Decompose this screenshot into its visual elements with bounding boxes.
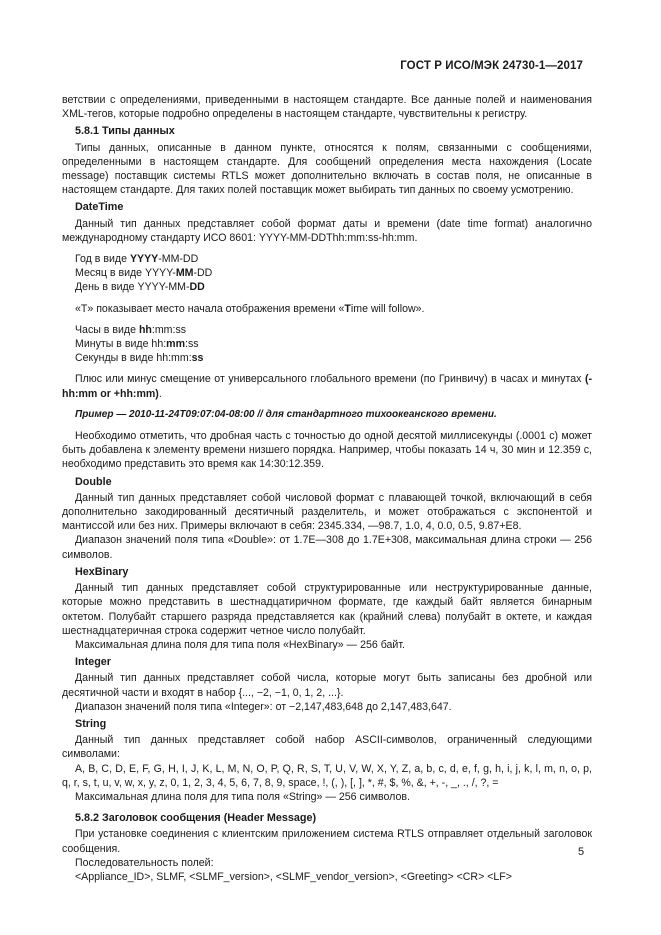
datetime-paragraph: Данный тип данных представляет собой формат даты и времени (date time format) аналогично международному стандарту ИСО 8601: YYYY-MM-DDThh:mm:ss-hh:mm. [62, 217, 592, 244]
string-paragraph: Данный тип данных представляет собой набор ASCII-символов, ограниченный следующими символами: [62, 734, 592, 761]
datetime-example: Пример — 2010-11-24T09:07:04-08:00 // для стандартного тихоокеанского времени. [75, 408, 497, 420]
string-heading: String [75, 717, 107, 730]
page-body [62, 93, 592, 884]
integer-range: Диапазон значений поля типа «Integer»: от −2,147,483,648 до 2,147,483,647. [75, 700, 452, 713]
intro-paragraph: ветствии с определениями, приведенными в настоящем стандарте. Все данные полей и наименования XML-тегов, которые подробно определены в настоящем стандарте, чувствительны к регистру. [62, 94, 592, 121]
double-paragraph: Данный тип данных представляет собой числовой формат с плавающей точкой, включающий в себя дополнительно закодированный десятичный разделитель, и может отображаться с экспонентой и мантиссой или без них. Примеры включают в себя: 2345.334, —98.7, 1.0, 4, 0.0, 0.5, 9.87+E8. [62, 491, 592, 533]
integer-paragraph: Данный тип данных представляет собой числа, которые могут быть записаны без дробной или десятичной части и входят в набор {..., −2, −1, 0, 1, 2, ...}. [62, 672, 592, 699]
header-message-paragraph: При установке соединения с клиентским приложением система RTLS отправляет отдельный заголовок сообщения. [62, 828, 592, 855]
year-format-line: Год в виде YYYY-MM-DD [75, 253, 199, 266]
document-id-header: ГОСТ Р ИСО/МЭК 24730-1—2017 [400, 60, 583, 72]
time-marker-note: «T» показывает место начала отображения времени «Time will follow». [75, 302, 425, 315]
month-format-line: Месяц в виде YYYY-MM-DD [75, 267, 213, 280]
hexbinary-paragraph: Данный тип данных представляет собой структурированные или неструктурированные данные, которые можно представить в шестнадцатиричном формате, где каждый байт является бинарным октетом. Полубайт старшего разряда представляется как (крайний слева) полубайт в октете, и каждая шестнадцатеричная строка содержит четное число полубайт. [62, 582, 592, 637]
hexbinary-heading: HexBinary [75, 565, 129, 578]
string-characters: A, B, C, D, E, F, G, H, I, J, K, L, M, N, O, P, Q, R, S, T, U, V, W, X, Y, Z, a, b, c, d, e, f, g, h, i, j, k, l, m, n, o, p, q, r, s, t, u, v, w, x, y, z, 0, 1, 2, 3, 4, 5, 6, 7, 8, 9, space, !, (, ), [, ], *, #, $, %, &, +, -, _, ., /, ?, = [62, 762, 592, 789]
integer-heading: Integer [75, 656, 111, 669]
string-maxlen: Максимальная длина поля для типа поля «String» — 256 символов. [75, 790, 410, 803]
field-sequence-label: Последовательность полей: [75, 856, 214, 869]
page-number: 5 [578, 846, 585, 858]
utc-offset-paragraph: Плюс или минус смещение от универсального глобального времени (по Гринвичу) в часах и минутах (-hh:mm or +hh:mm). [62, 373, 592, 400]
minutes-format-line: Минуты в виде hh:mm:ss [75, 338, 199, 351]
section-heading-5-8-2: 5.8.2 Заголовок сообщения (Header Message) [75, 812, 317, 825]
field-sequence: <Appliance_ID>, SLMF, <SLMF_version>, <SLMF_vendor_version>, <Greeting> <CR> <LF> [75, 870, 512, 883]
seconds-format-line: Секунды в виде hh:mm:ss [75, 352, 204, 365]
data-types-paragraph: Типы данных, описанные в данном пункте, относятся к полям, связанными с сообщениями, определенными в настоящем стандарте. Для сообщений определения места нахождения (Locate message) поставщик системы RTLS может дополнительно включать в состав поля, не описанные в настоящем стандарте. Для таких полей поставщик может выбирать тип данных по своему усмотрению. [62, 141, 592, 197]
double-range: Диапазон значений поля типа «Double»: от 1.7E—308 до 1.7E+308, максимальная длина строки — 256 символов. [62, 534, 592, 561]
datetime-heading: DateTime [75, 201, 124, 214]
double-heading: Double [75, 475, 112, 488]
hours-format-line: Часы в виде hh:mm:ss [75, 323, 187, 336]
section-heading-5-8-1: 5.8.1 Типы данных [75, 125, 175, 138]
day-format-line: День в виде YYYY-MM-DD [75, 281, 205, 294]
hexbinary-maxlen: Максимальная длина поля для типа поля «HexBinary» — 256 байт. [75, 638, 405, 651]
fraction-paragraph: Необходимо отметить, что дробная часть с точностью до одной десятой миллисекунды (.0001 с) может быть добавлена к элементу времени низшего порядка. Например, чтобы показать 14 ч, 30 мин и 12.359 с, необходимо представить это время как 14:30:12.359. [62, 430, 592, 471]
